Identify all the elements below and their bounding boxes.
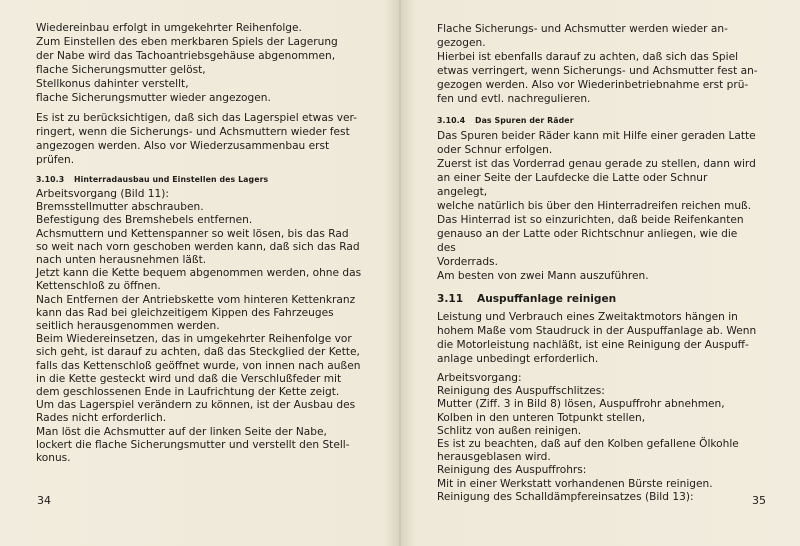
left-paragraph-bearing-note: Es ist zu berücksichtigen, daß sich das Lagerspiel etwas ver- ringert, wenn die Sicherungs- und Achsmuttern wieder fest angezogen werden. Also vor Wiederzusammenbau erst prüfen.	[36, 112, 358, 166]
right-paragraph-alignment: Das Spuren beider Räder kann mit Hilfe einer geraden Latte oder Schnur erfolgen. Zuerst ist das Vorderrad genau gerade zu stellen, dann wird an einer Seite der Laufdecke die Latte oder Schnur angelegt, welche natürlich bis über den Hinterradreifen reichen muß. Das Hinterrad ist so einzurichten, daß beide Reifenkanten genauso an der Latte oder Richtschnur anliegen, wie die des Vorderrads. Am besten von zwei Mann auszuführen.	[437, 130, 756, 282]
left-paragraph-reassembly: Wiedereinbau erfolgt in umgekehrter Reihenfolge. Zum Einstellen des eben merkbaren Spiels der Lagerung der Nabe wird das Tachoantriebsgehäuse abgenommen, flache Sicherungsmutter gelöst, Stellkonus dahinter verstellt, flache Sicherungsmutter wieder angezogen.	[36, 22, 338, 104]
section-title: Das Spuren der Räder	[475, 116, 574, 125]
left-paragraph-rear-wheel: Arbeitsvorgang (Bild 11): Bremsstellmutter abschrauben. Befestigung des Bremshebels entfernen. Achsmuttern und Kettenspanner so weit lösen, bis das Rad so weit nach vorn geschoben werden kann, daß sich das Rad nach unten herausnehmen läßt. Jetzt kann die Kette bequem abgenommen werden, ohne das Kettenschloß zu öffnen. Nach Entfernen der Antriebskette vom hinteren Kettenkranz kann das Rad bei gleichzeitigem Kippen des Fahrzeuges seitlich herausgenommen werden. Beim Wiedereinsetzen, das in umgekehrter Reihenfolge vor sich geht, ist darauf zu achten, daß das Steckglied der Kette, falls das Kettenschloß geöffnet wurde, von innen nach außen in die Kette gesteckt wird und daß die Verschlußfeder mit dem geschlossenen Ende in Laufrichtung der Kette zeigt. Um das Lagerspiel verändern zu können, ist der Ausbau des Rades nicht erforderlich. Man löst die Achsmutter auf der linken Seite der Nabe, lockert die flache Sicherungsmutter und verstellt den Stell- konus.	[36, 188, 362, 465]
right-paragraph-nuts: Flache Sicherungs- und Achsmutter werden wieder an- gezogen. Hierbei ist ebenfalls darauf zu achten, daß sich das Spiel etwas verringert, wenn Sicherungs- und Achsmutter fest an- gezogen werden. Also vor Wiederinbetriebnahme erst prü- fen und evtl. nachregulieren.	[437, 23, 758, 105]
section-number: 3.10.3	[36, 175, 65, 184]
right-paragraph-exhaust-intro: Leistung und Verbrauch eines Zweitaktmotors hängen in hohem Maße vom Staudruck in der Auspuffanlage ab. Wenn die Motorleistung nachläßt, ist eine Reinigung der Auspuff- anlage unbedingt erforderlich.	[437, 311, 757, 365]
heading-title: Auspuffanlage reinigen	[477, 293, 617, 305]
section-heading-3-10-4	[437, 116, 759, 125]
section-title: Hinterradausbau und Einstellen des Lagers	[74, 175, 269, 184]
section-number: 3.10.4	[437, 116, 466, 125]
heading-number: 3.11	[437, 293, 464, 305]
section-heading-3-11	[437, 293, 759, 305]
right-paragraph-exhaust-steps: Arbeitsvorgang: Reinigung des Auspuffschlitzes: Mutter (Ziff. 3 in Bild 8) lösen, Auspuffrohr abnehmen, Kolben in den unteren Totpunkt stellen, Schlitz von außen reinigen. Es ist zu beachten, daß auf den Kolben gefallene Ölkohle herausgeblasen wird. Reinigung des Auspuffrohrs: Mit in einer Werkstatt vorhandenen Bürste reinigen. Reinigung des Schalldämpfereinsatzes (Bild 13):	[437, 372, 739, 503]
page-number-right: 35	[752, 494, 766, 507]
right-page-text	[437, 22, 759, 504]
page-number-left: 34	[37, 494, 51, 507]
